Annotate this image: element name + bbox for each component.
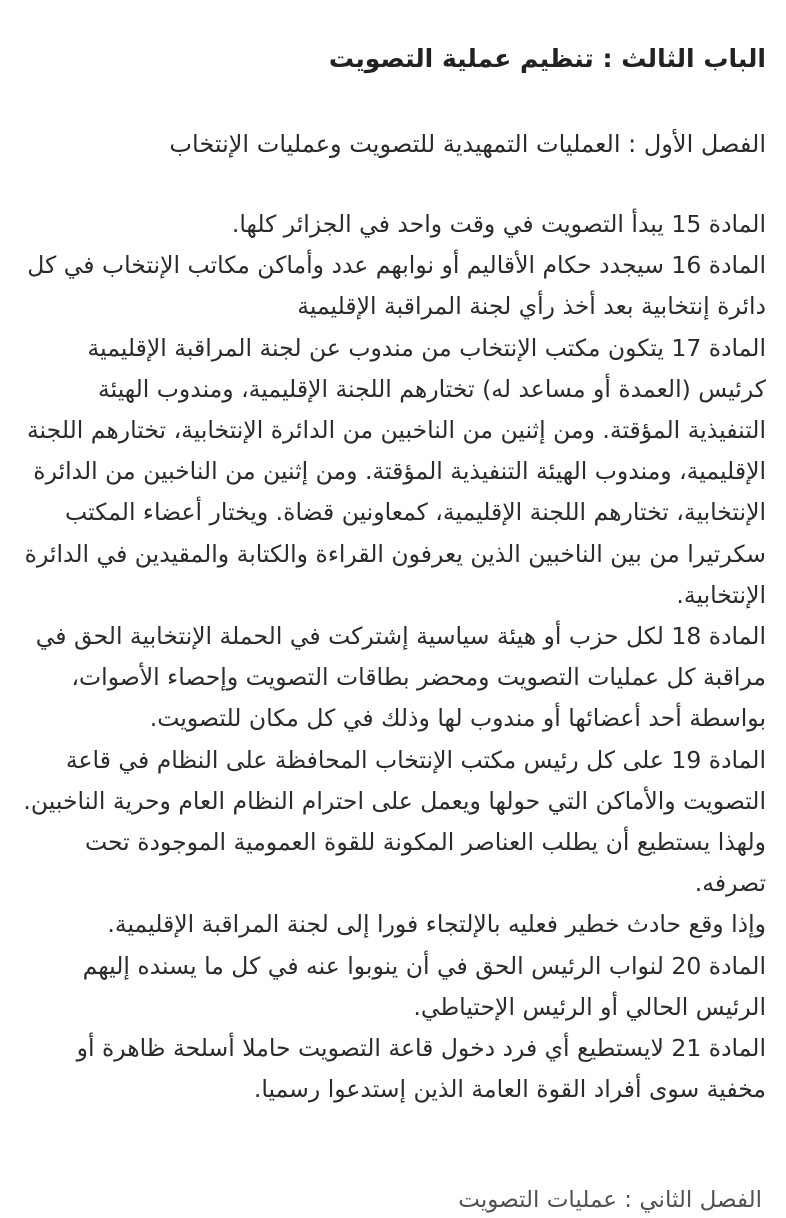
chapter-title: الباب الثالث : تنظيم عملية التصويت xyxy=(328,44,766,73)
article-20: المادة 20 لنواب الرئيس الحق في أن ينوبوا عنه في كل ما يسنده إليهم الرئيس الحالي أو الرئيس الإحتياطي. xyxy=(82,951,766,1021)
article-21: المادة 21 لايستطيع أي فرد دخول قاعة التصويت حاملا أسلحة ظاهرة أو مخفية سوى أفراد القوة العامة الذين إستدعوا رسميا. xyxy=(76,1034,766,1104)
cut-off-text: الفصل الثاني : عمليات التصويت xyxy=(458,1190,762,1213)
article-19: المادة 19 على كل رئيس مكتب الإنتخاب المحافظة على النظام في قاعة التصويت والأماكن التي حولها ويعمل على احترام النظام العام وحرية الناخبين. ولهذا يستطيع أن يطلب العناصر المكونة للقوة العمومية الموجودة تحت تصرفه. xyxy=(23,745,766,898)
article-16: المادة 16 سيجدد حكام الأقاليم أو نوابهم عدد وأماكن مكاتب الإنتخاب في كل دائرة إنتخابية بعد أخذ رأي لجنة المراقبة الإقليمية xyxy=(27,251,766,321)
article-18: المادة 18 لكل حزب أو هيئة سياسية إشتركت في الحملة الإنتخابية الحق في مراقبة كل عمليات التصويت ومحضر بطاقات التصويت وإحصاء الأصوات، بواسطة أحد أعضائها أو مندوب لها وذلك في كل مكان للتصويت. xyxy=(35,622,766,733)
section-title: الفصل الأول : العمليات التمهيدية للتصويت وعمليات الإنتخاب xyxy=(169,130,766,158)
articles-body xyxy=(22,204,766,1110)
article-15: المادة 15 يبدأ التصويت في وقت واحد في الجزائر كلها. xyxy=(231,210,766,238)
article-17: المادة 17 يتكون مكتب الإنتخاب من مندوب عن لجنة المراقبة الإقليمية كرئيس (العمدة أو مساعد له) تختارهم اللجنة الإقليمية، ومندوب الهيئة التنفيذية المؤقتة. ومن إثنين من الناخبين من الدائرة الإنتخابية، تختارهم اللجنة الإقليمية، ومندوب الهيئة التنفيذية المؤقتة. ومن إثنين من الناخبين من الدائرة الإنتخابية، تختارهم اللجنة الإقليمية، كمعاونين قضاة. ويختار أعضاء المكتب سكرتيرا من بين الناخبين الذين يعرفون القراءة والكتابة والمقيدين في الدائرة الإنتخابية. xyxy=(24,333,766,609)
cut-off-text-line xyxy=(0,1190,786,1218)
article-19-continuation: وإذا وقع حادث خطير فعليه بالإلتجاء فورا إلى لجنة المراقبة الإقليمية. xyxy=(107,910,766,939)
